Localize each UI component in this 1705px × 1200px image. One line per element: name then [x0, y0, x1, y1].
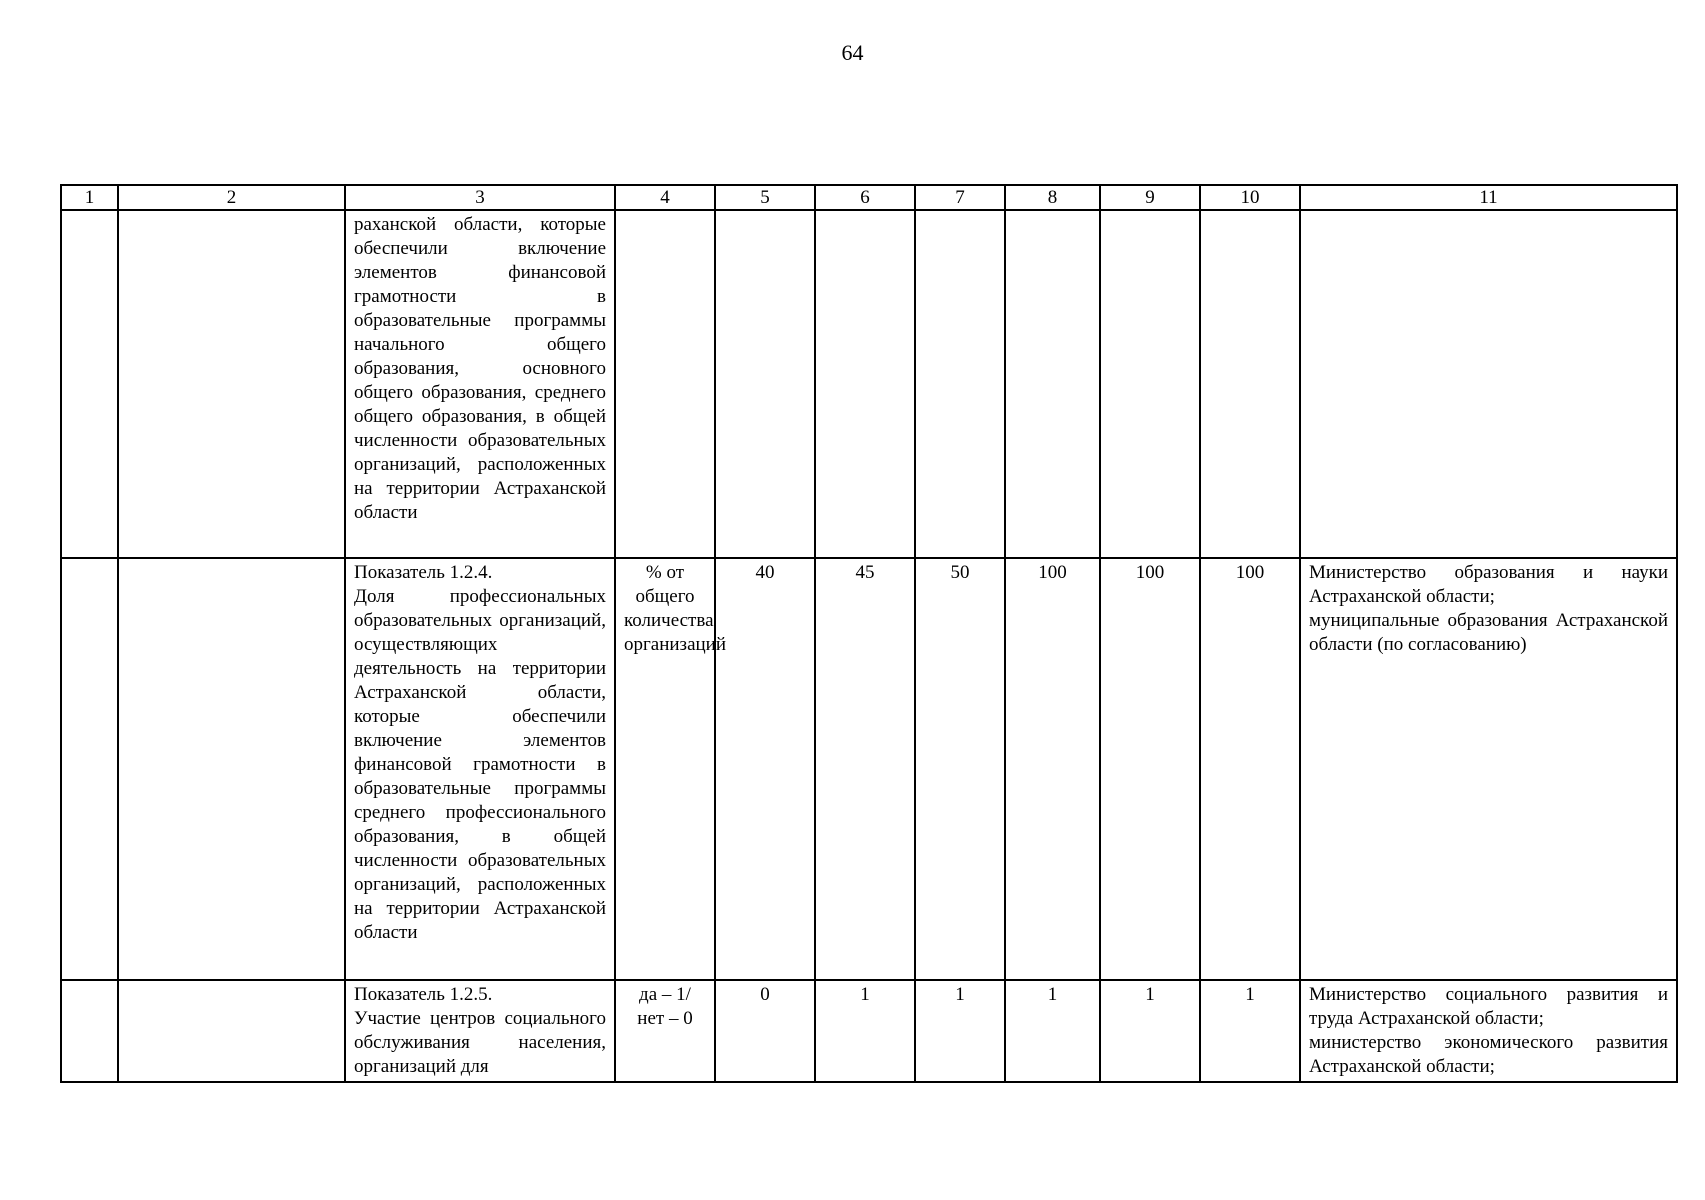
indicator-name: Показатель 1.2.5.	[354, 984, 493, 1005]
cell-col1	[61, 558, 118, 980]
indicator-description: раханской области, которые обеспечили включение элементов финансовой грамотности в образовательные программы начального общего образования, основного общего образования, среднего общего образования, в общей численности образовательных организаций, расположенных на территории Астраханской области	[354, 214, 606, 523]
value-col7: 50	[915, 558, 1005, 980]
value-col5: 40	[715, 558, 815, 980]
value-col10: 100	[1200, 558, 1300, 980]
value-col6: 45	[815, 558, 915, 980]
cell-col2	[118, 980, 345, 1082]
value-col9: 100	[1100, 558, 1200, 980]
column-header: 2	[118, 185, 345, 210]
column-header: 8	[1005, 185, 1100, 210]
cell-col1	[61, 210, 118, 558]
indicator-name: Показатель 1.2.4.	[354, 562, 493, 583]
value-col6: 1	[815, 980, 915, 1082]
unit-cell: да – 1/ нет – 0	[615, 980, 715, 1082]
table-row	[61, 558, 1677, 980]
column-header: 5	[715, 185, 815, 210]
column-header: 6	[815, 185, 915, 210]
value-col5: 0	[715, 980, 815, 1082]
value-col8	[1005, 210, 1100, 558]
responsible-line: муниципальные образования Астраханской области (по согласованию)	[1309, 610, 1668, 655]
value-col7	[915, 210, 1005, 558]
value-col8: 1	[1005, 980, 1100, 1082]
value-col8: 100	[1005, 558, 1100, 980]
column-header: 4	[615, 185, 715, 210]
responsible-line: министерство экономического развития Астраханской области;	[1309, 1032, 1668, 1077]
indicator-description: Участие центров социального обслуживания населения, организаций для	[354, 1008, 606, 1077]
responsible-cell	[1300, 558, 1677, 980]
unit-cell: % от общего количества организаций	[615, 558, 715, 980]
value-col7: 1	[915, 980, 1005, 1082]
column-header: 7	[915, 185, 1005, 210]
table-row	[61, 210, 1677, 558]
column-number-row	[61, 185, 1677, 210]
indicator-cell	[345, 558, 615, 980]
value-col5	[715, 210, 815, 558]
cell-col1	[61, 980, 118, 1082]
indicator-description: Доля профессиональных образовательных организаций, осуществляющих деятельность на территории Астраханской области, которые обеспечили включение элементов финансовой грамотности в образовательные программы среднего профессионального образования, в общей численности образовательных организаций, расположенных на территории Астраханской области	[354, 586, 606, 943]
table-row	[61, 980, 1677, 1082]
indicators-table	[60, 184, 1678, 1083]
column-header: 3	[345, 185, 615, 210]
indicator-cell	[345, 210, 615, 558]
column-header: 11	[1300, 185, 1677, 210]
value-col10: 1	[1200, 980, 1300, 1082]
column-header: 1	[61, 185, 118, 210]
page-number: 64	[841, 40, 864, 65]
responsible-line: Министерство социального развития и труда Астраханской области;	[1309, 984, 1668, 1029]
value-col6	[815, 210, 915, 558]
responsible-line: Министерство образования и науки Астраханской области;	[1309, 562, 1668, 607]
indicator-cell	[345, 980, 615, 1082]
cell-col2	[118, 210, 345, 558]
value-col10	[1200, 210, 1300, 558]
unit-cell	[615, 210, 715, 558]
value-col9	[1100, 210, 1200, 558]
cell-col2	[118, 558, 345, 980]
column-header: 10	[1200, 185, 1300, 210]
responsible-cell	[1300, 210, 1677, 558]
value-col9: 1	[1100, 980, 1200, 1082]
responsible-cell	[1300, 980, 1677, 1082]
column-header: 9	[1100, 185, 1200, 210]
